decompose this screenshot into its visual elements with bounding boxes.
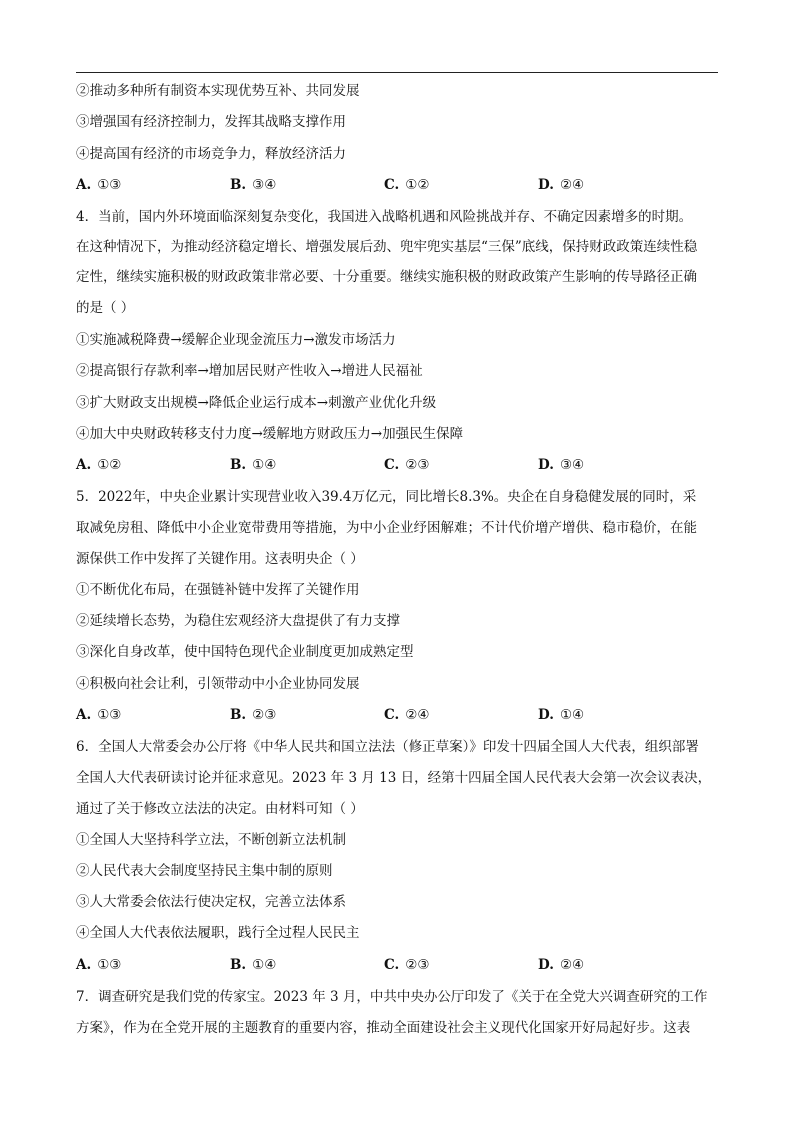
answer-a: A. ①② — [76, 457, 122, 473]
question-stem: 4．当前，国内外环境面临深刻复杂变化，我国进入战略机遇和风险挑战并存、不确定因素增多的时期。 — [76, 209, 693, 225]
option-line: ③扩大财政支出规模→降低企业运行成本→刺激产业优化升级 — [76, 395, 437, 411]
answer-row — [76, 706, 726, 724]
question-stem: 在这种情况下，为推动经济稳定增长、增强发展后劲、兜牢兜实基层“三保”底线，保持财政政策连续性稳 — [76, 239, 698, 255]
answer-d: D. ②④ — [538, 957, 585, 973]
answer-b: B. ①④ — [230, 457, 277, 473]
header-rule — [76, 72, 718, 73]
option-line: ③深化自身改革，使中国特色现代企业制度更加成熟定型 — [76, 644, 414, 660]
answer-a: A. ①③ — [76, 707, 122, 723]
answer-b: B. ①④ — [230, 957, 277, 973]
option-line: ①不断优化布局，在强链补链中发挥了关键作用 — [76, 582, 360, 598]
option-line: ④加大中央财政转移支付力度→缓解地方财政压力→加强民生保障 — [76, 426, 464, 442]
option-line: ③增强国有经济控制力，发挥其战略支撑作用 — [76, 114, 346, 130]
question-stem: 全国人大代表研读讨论并征求意见。2023 年 3 月 13 日，经第十四届全国人民代表大会第一次会议表决， — [76, 770, 712, 786]
answer-b: B. ②③ — [230, 707, 277, 723]
question-stem: 7．调查研究是我们党的传家宝。2023 年 3 月，中共中央办公厅印发了《关于在全党大兴调查研究的工作 — [76, 989, 708, 1005]
option-line: ④全国人大代表依法履职，践行全过程人民民主 — [76, 925, 360, 941]
option-line: ②推动多种所有制资本实现优势互补、共同发展 — [76, 83, 360, 99]
answer-c: C. ②④ — [384, 707, 430, 723]
option-line: ④积极向社会让利，引领带动中小企业协同发展 — [76, 676, 360, 692]
option-line: ②提高银行存款利率→增加居民财产性收入→增进人民福祉 — [76, 363, 423, 379]
answer-row — [76, 456, 726, 474]
question-stem: 源保供工作中发挥了关键作用。这表明央企（ ） — [76, 551, 364, 567]
question-stem: 取减免房租、降低中小企业宽带费用等措施，为中小企业纾困解难；不计代价增产增供、稳市稳价，在能 — [76, 520, 697, 536]
answer-c: C. ②③ — [384, 457, 430, 473]
answer-a: A. ①③ — [76, 177, 122, 193]
question-stem: 的是（ ） — [76, 300, 135, 316]
answer-c: C. ①② — [384, 177, 430, 193]
answer-row — [76, 956, 726, 974]
question-stem: 通过了关于修改立法法的决定。由材料可知（ ） — [76, 801, 364, 817]
answer-b: B. ③④ — [230, 177, 277, 193]
answer-c: C. ②③ — [384, 957, 430, 973]
answer-d: D. ②④ — [538, 177, 585, 193]
option-line: ②人民代表大会制度坚持民主集中制的原则 — [76, 863, 333, 879]
question-stem: 定性，继续实施积极的财政政策非常必要、十分重要。继续实施积极的财政政策产生影响的传导路径正确 — [76, 269, 697, 285]
answer-a: A. ①③ — [76, 957, 122, 973]
answer-row — [76, 176, 726, 194]
question-stem: 6．全国人大常委会办公厅将《中华人民共和国立法法（修正草案）》印发十四届全国人大代表，组织部署 — [76, 739, 699, 755]
question-stem: 方案》，作为在全党开展的主题教育的重要内容，推动全面建设社会主义现代化国家开好局起好步。这表 — [76, 1020, 691, 1036]
answer-d: D. ①④ — [538, 707, 585, 723]
question-stem: 5．2022年，中央企业累计实现营业收入39.4万亿元，同比增长8.3%。央企在自身稳健发展的同时，采 — [76, 489, 697, 505]
option-line: ④提高国有经济的市场竞争力，释放经济活力 — [76, 146, 346, 162]
option-line: ①全国人大坚持科学立法，不断创新立法机制 — [76, 832, 346, 848]
answer-d: D. ③④ — [538, 457, 585, 473]
option-line: ①实施减税降费→缓解企业现金流压力→激发市场活力 — [76, 332, 396, 348]
option-line: ③人大常委会依法行使决定权，完善立法体系 — [76, 894, 346, 910]
option-line: ②延续增长态势，为稳住宏观经济大盘提供了有力支撑 — [76, 613, 400, 629]
